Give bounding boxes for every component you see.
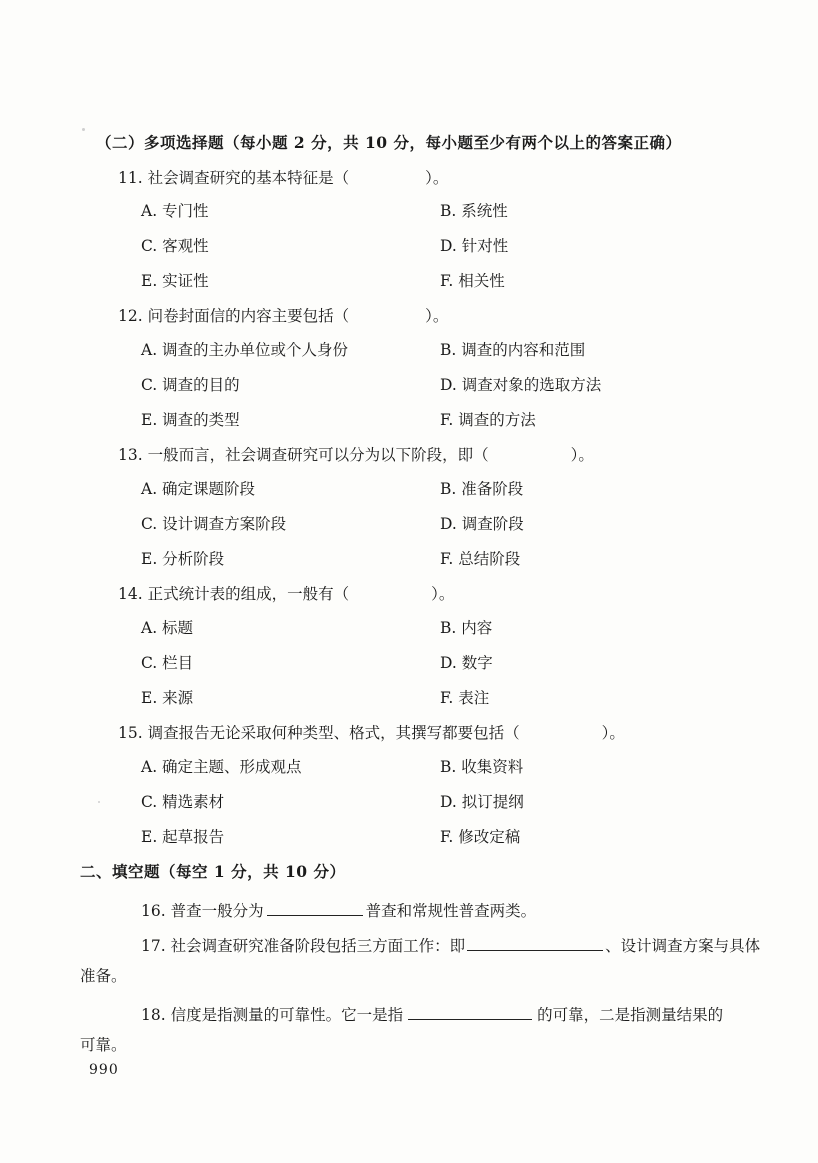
option-11-e: E. 实证性 <box>141 272 209 290</box>
option-12-a: A. 调查的主办单位或个人身份 <box>141 341 349 359</box>
question-13-stem <box>118 445 594 465</box>
q18-text-b: 的可靠，二是指测量结果的 <box>537 1006 724 1024</box>
q16-text-a: 16. 普查一般分为 <box>141 902 264 920</box>
section-heading-fill-blank: 二、填空题（每空 1 分，共 10 分） <box>80 862 346 881</box>
q17-text-a: 17. 社会调查研究准备阶段包括三方面工作：即 <box>141 937 466 955</box>
stem-close: ）。 <box>431 585 455 603</box>
scan-speck <box>82 128 85 131</box>
question-12-stem <box>118 306 448 326</box>
option-11-c: C. 客观性 <box>141 237 209 255</box>
stem-close: ）。 <box>570 446 594 464</box>
stem-text: 12. 问卷封面信的内容主要包括（ <box>118 307 350 325</box>
question-18-cont: 可靠。 <box>80 1036 127 1054</box>
q17-blank <box>467 934 603 951</box>
q17-text-b: 、设计调查方案与具体 <box>605 937 761 955</box>
section-heading-multiple-choice: （二）多项选择题（每小题 2 分，共 10 分，每小题至少有两个以上的答案正确） <box>96 133 682 152</box>
option-13-b: B. 准备阶段 <box>440 480 524 498</box>
question-17-cont: 准备。 <box>80 967 127 985</box>
question-11-stem <box>118 168 448 188</box>
question-16 <box>141 899 536 921</box>
q18-text-a: 18. 信度是指测量的可靠性。它一是指 <box>141 1006 404 1024</box>
stem-text: 13. 一般而言，社会调查研究可以分为以下阶段，即（ <box>118 446 489 464</box>
question-14-stem <box>118 584 454 604</box>
option-11-a: A. 专门性 <box>141 202 209 220</box>
option-14-b: B. 内容 <box>440 619 493 637</box>
option-11-d: D. 针对性 <box>440 237 509 255</box>
q18-blank <box>408 1003 532 1020</box>
stem-text: 11. 社会调查研究的基本特征是（ <box>118 169 350 187</box>
option-13-f: F. 总结阶段 <box>440 550 521 568</box>
option-14-e: E. 来源 <box>141 689 194 707</box>
option-15-a: A. 确定主题、形成观点 <box>141 758 302 776</box>
option-12-b: B. 调查的内容和范围 <box>440 341 586 359</box>
option-12-c: C. 调查的目的 <box>141 376 240 394</box>
question-15-stem <box>118 723 625 743</box>
scan-speck <box>98 801 100 803</box>
stem-text: 15. 调查报告无论采取何种类型、格式，其撰写都要包括（ <box>118 724 520 742</box>
stem-close: ）。 <box>425 169 449 187</box>
option-14-f: F. 表注 <box>440 689 490 707</box>
option-11-f: F. 相关性 <box>440 272 505 290</box>
option-15-b: B. 收集资料 <box>440 758 524 776</box>
option-12-f: F. 调查的方法 <box>440 411 536 429</box>
stem-close: ）。 <box>425 307 449 325</box>
question-18 <box>141 1003 723 1025</box>
option-15-d: D. 拟订提纲 <box>440 793 524 811</box>
option-15-e: E. 起草报告 <box>141 828 225 846</box>
option-13-d: D. 调查阶段 <box>440 515 524 533</box>
option-13-c: C. 设计调查方案阶段 <box>141 515 287 533</box>
page-number: 990 <box>89 1062 119 1078</box>
option-15-c: C. 精选素材 <box>141 793 225 811</box>
stem-text: 14. 正式统计表的组成，一般有（ <box>118 585 350 603</box>
option-12-e: E. 调查的类型 <box>141 411 240 429</box>
option-14-d: D. 数字 <box>440 654 493 672</box>
q16-text-b: 普查和常规性普查两类。 <box>365 902 537 920</box>
option-13-e: E. 分析阶段 <box>141 550 225 568</box>
option-12-d: D. 调查对象的选取方法 <box>440 376 602 394</box>
option-13-a: A. 确定课题阶段 <box>141 480 256 498</box>
q16-blank <box>267 899 363 916</box>
option-14-c: C. 栏目 <box>141 654 194 672</box>
option-11-b: B. 系统性 <box>440 202 508 220</box>
option-15-f: F. 修改定稿 <box>440 828 521 846</box>
stem-close: ）。 <box>601 724 625 742</box>
option-14-a: A. 标题 <box>141 619 194 637</box>
question-17 <box>141 934 760 956</box>
